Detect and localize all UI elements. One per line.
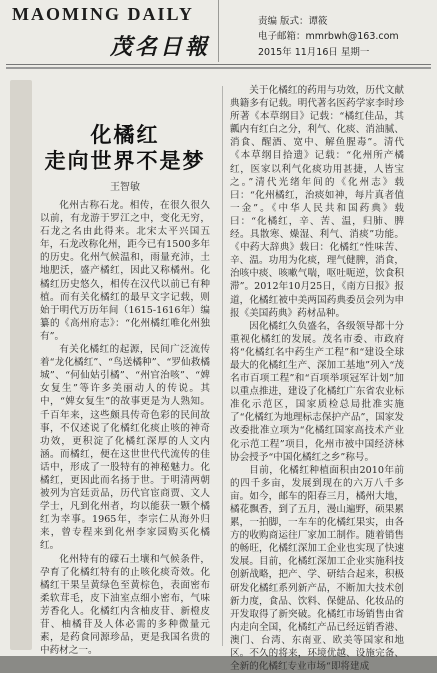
article-paragraph: 因化橘红久负盛名，各级领导都十分重视化橘红的发展。茂名市委、市政府将“化橘红名中药生产工程”和“建设全球最大的化橘红生产、深加工基地”列入“茂名市百项工程”和“百项举项冠军计划”加以重点推进，建设了化橘红广东省农业标准化示范区，国家质检总局批准实施了“化橘红为地理标志保护产品”，国家发改委批准立项为“化橘红国家高技术产业化示范工程”项目，化州市被中国经济林协会授予“中国化橘红之乡”称号。 — [230, 320, 404, 463]
article-paragraph: 目前，化橘红种植面积由2010年前的四千多亩，发展到现在的六万八千多亩。如今，邮车的阳春三月，橘州大地，橘花飘香，到了五月，漫山遍野，硕果累累，一拍脚，一车车的化橘红果实，由各方的收购商运往厂家加工制作。随着销售的畅旺，化橘红深加工企业也实现了快速发展。目前，化橘红深加工企业实施科技创新战略，把产、学、研结合起来，积极研发化橘红系列新产品，不断加大技术创新力度，食品、饮料、保健品、化妆品的开发取得了新突破。化橘红市场销售由省内走向全国，化橘红产品已经远销香港、澳门、台湾、东南亚、欧美等国家和地区。不久的将来，环境优越、设施完备、全新的化橘红专业市场“即将建成 — [230, 464, 404, 673]
header-rule — [6, 64, 431, 65]
article-right-column — [230, 84, 404, 673]
article-paragraph: 关于化橘红的药用与功效，历代文献典籍多有记载。明代著名医药学家李时珍所著《本草纲目》记载：“橘红佳品，其瓤内有红白之分，利气、化痰、消油腻、消食、醒酒、宽中、解鱼腥毒”。清代《本草纲目拾遗》记载：“化州所产橘红，医家以利气化痰功用甚捷，人皆宝之。”清代光绪年间的《化州志》载曰：“化州橘红，治痰如神，每片真者值一金”。《中华人民共和国药典》载曰：“化橘红，辛、苦、温，归肺、脾经。具散寒、燥湿、利气、消痰”功能。《中药大辞典》载曰：化橘红“性味苦、辛、温。功用为化痰，理气健脾，消食，治咳中痰、咳嗽气喘，呕吐呃逆，饮食积滞”。2012年10月25日，《南方日报》报道，化橘红被中美两国药典委员会列为申报《美国药典》药材品种。 — [230, 85, 404, 319]
issue-date: 2015年 11月16日 星期一 — [258, 47, 370, 58]
article-left-column — [40, 112, 210, 657]
editor-email: 电子邮箱：mmrbwh@163.com — [258, 31, 399, 42]
masthead-divider — [218, 0, 219, 62]
article-title-line-1: 化橘红 — [90, 123, 160, 147]
editor-credit: 责编 版式：谭筱 — [258, 16, 328, 27]
header-rule-double — [6, 67, 431, 69]
column-divider — [222, 86, 223, 646]
article-paragraph: 化州特有的礞石土壤和气候条件，孕育了化橘红特有的止咳化痰奇效。化橘红干果呈黄绿色至黄棕色，表面密布柔软茸毛，皮下油室点细小密布，气味芳香化人。化橘红内含柚皮苷、新橙皮苷、柚橘苷及人体必需的多种微量元素，是药食同源珍品，更是我国名贵的中药材之一。 — [40, 553, 210, 657]
article-title-line-2: 走向世界不是梦 — [44, 149, 206, 173]
masthead-english-name: MAOMING DAILY — [12, 4, 194, 24]
article-author: 王智敏 — [110, 182, 140, 193]
page-edge-shadow — [10, 80, 32, 650]
article-paragraph: 有关化橘红的起源，民间广泛流传着“龙化橘红”、“鸟送橘种”、“罗仙救橘城”、“何仙姑引橘”、“州官治咳”、“婢女复生”等许多美丽动人的传说。其中，“婢女复生”的故事更是为人熟知。千百年来，这些颇具传奇色彩的民间故事，不仅述说了化橘红化痰止咳的神奇功效，更积淀了化橘红深厚的人文内涵。而橘红，便在这世世代代流传的佳话中，形成了一股特有的神秘魅力。化橘红，更因此而名扬于世。于明清两朝被列为宫廷贡品，历代官宦商贾、文人学士，凡到化州者，均以能获一颗个橘红为幸事。1965年，李宗仁从海外归来，曾专程来到化州李家园购买化橘红。 — [40, 344, 210, 552]
masthead-chinese-name: 茂名日報 — [110, 34, 211, 60]
article-paragraph: 化州古称石龙。相传，在很久很久以前，有龙游于罗江之中，变化无穷，石龙之名由此得来。北宋太平兴国五年，石龙改称化州，距今已有1500多年的历史。化州气候温和，雨量充沛，土地肥沃，盛产橘红，因此又称橘州。化橘红历史悠久，相传在汉代以前已有种植。而有关化橘红的最早文字记载，则始于明代万历年间（1615-1616年）编纂的《高州府志》：“化州橘红唯化州独有”。 — [40, 200, 210, 342]
